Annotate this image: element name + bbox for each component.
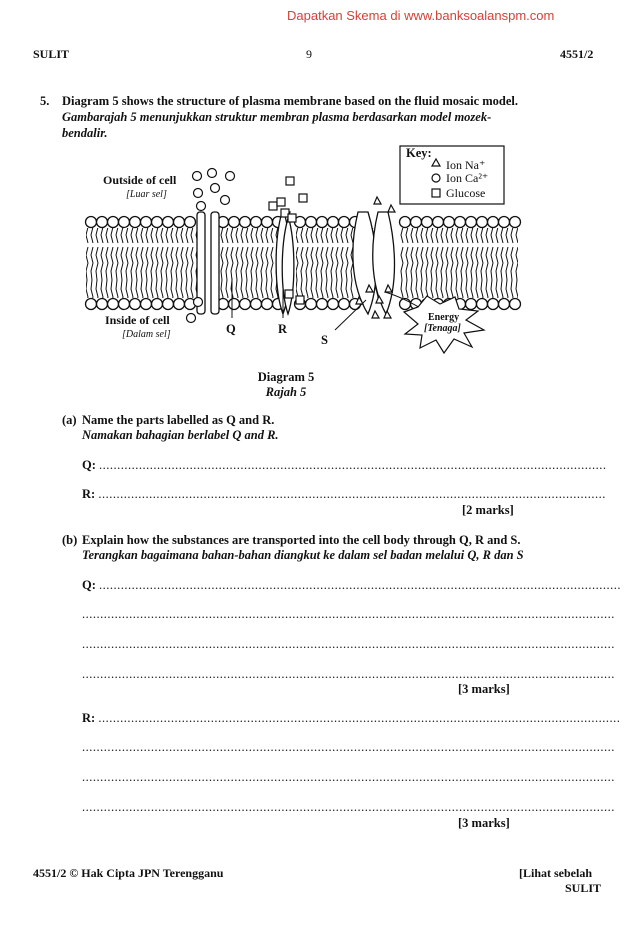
footer-sulit: SULIT	[565, 881, 602, 895]
carrier-protein-r	[276, 212, 294, 314]
answer-line-b-q-3[interactable]: ...................................................................................................................................................	[82, 637, 615, 651]
answer-line-b-r-1[interactable]: R: ................................................................................................................................................	[82, 711, 621, 725]
outside-label: Outside of cell	[103, 173, 177, 187]
answer-b-r-label: R:	[82, 711, 96, 725]
diagram-caption-en: Diagram 5	[257, 370, 315, 384]
paper-code: 4551/2	[560, 47, 594, 61]
question-stem-en: Diagram 5 shows the structure of plasma membrane based on the fluid mosaic model.	[62, 94, 519, 108]
outside-label-ms: [Luar sel]	[126, 189, 167, 200]
part-b-question-ms: Terangkan bagaimana bahan-bahan diangkut ke dalam sel badan melalui Q, R dan S	[82, 548, 524, 562]
energy-label-ms: [Tenaga]	[424, 323, 461, 334]
question-stem-ms-2: bendalir.	[62, 126, 108, 140]
answer-line-b-q-4[interactable]: ...................................................................................................................................................	[82, 667, 615, 681]
key-square-icon	[432, 189, 440, 197]
question-stem-ms-1: Gambarajah 5 menunjukkan struktur membran plasma berdasarkan model mozek-	[62, 110, 492, 124]
inside-label-ms: [Dalam sel]	[122, 329, 171, 340]
footer-copyright: 4551/2 © Hak Cipta JPN Terengganu	[33, 866, 224, 880]
answer-line-a-q[interactable]: Q: ............................................................................................................................................	[82, 458, 607, 472]
part-b-r-marks: [3 marks]	[458, 816, 510, 830]
inside-label: Inside of cell	[105, 313, 170, 327]
footer-turn-over: [Lihat sebelah	[519, 866, 593, 880]
part-a-marks: [2 marks]	[462, 503, 514, 517]
part-b-q-marks: [3 marks]	[458, 682, 510, 696]
label-r: R	[278, 322, 288, 336]
key-item-glucose: Glucose	[446, 186, 486, 200]
key-item-na: Ion Na⁺	[446, 158, 486, 172]
answer-line-b-q-2[interactable]: ...................................................................................................................................................	[82, 607, 615, 621]
answer-line-b-r-2[interactable]: ...................................................................................................................................................	[82, 740, 615, 754]
question-number: 5.	[40, 94, 50, 108]
label-s: S	[321, 333, 328, 347]
diagram-caption-ms: Rajah 5	[265, 385, 307, 399]
answer-line-b-r-4[interactable]: ...................................................................................................................................................	[82, 800, 615, 814]
label-q: Q	[226, 322, 236, 336]
part-a-question-ms: Namakan bahagian berlabel Q and R.	[82, 428, 279, 442]
answer-line-b-q-1[interactable]: Q: ................................................................................................................................................	[82, 578, 622, 592]
part-a-label: (a)	[62, 413, 77, 427]
header-sulit: SULIT	[33, 47, 70, 61]
part-b-label: (b)	[62, 533, 78, 547]
answer-b-q-label: Q:	[82, 578, 96, 592]
part-a-question-en: Name the parts labelled as Q and R.	[82, 413, 275, 427]
key-circle-icon	[432, 174, 440, 182]
answer-a-q-label: Q:	[82, 458, 96, 472]
page-number: 9	[306, 47, 312, 61]
plasma-membrane-diagram	[0, 0, 638, 400]
key-item-ca: Ion Ca²⁺	[446, 171, 489, 185]
watermark-text: Dapatkan Skema di www.banksoalanspm.com	[287, 8, 555, 23]
energy-label: Energy	[428, 312, 460, 323]
key-title: Key:	[406, 146, 432, 160]
part-b-question-en: Explain how the substances are transported into the cell body through Q, R and S.	[82, 533, 521, 547]
answer-line-b-r-3[interactable]: ...................................................................................................................................................	[82, 770, 615, 784]
answer-a-r-label: R:	[82, 487, 96, 501]
answer-line-a-r[interactable]: R: ............................................................................................................................................	[82, 487, 606, 501]
